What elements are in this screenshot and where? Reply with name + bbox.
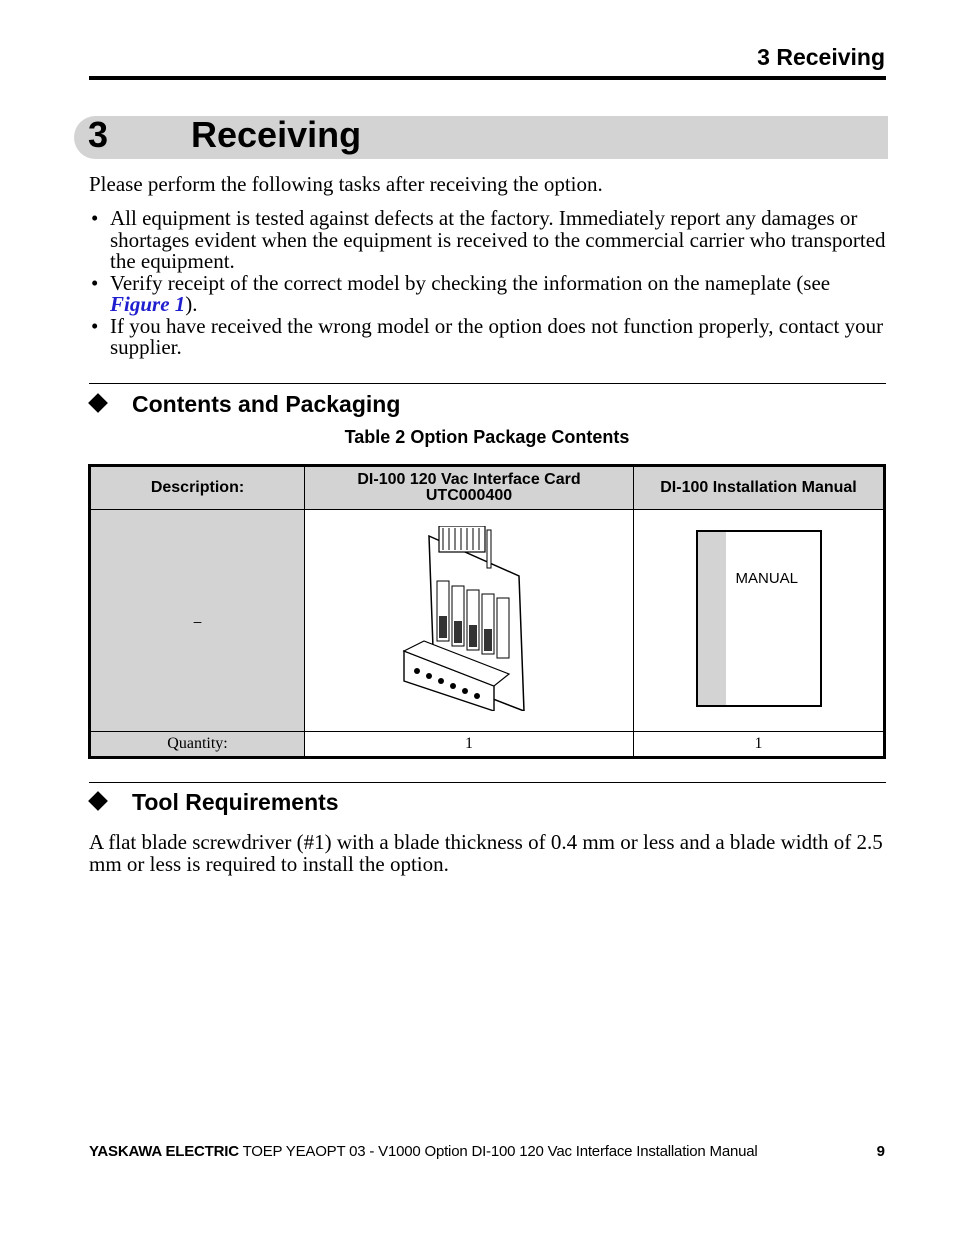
figure-1-link[interactable]: Figure 1 — [110, 292, 186, 316]
diamond-bullet-icon — [88, 393, 108, 413]
package-contents-table — [88, 464, 886, 759]
running-header: 3 Receiving — [757, 44, 885, 70]
table-header-row — [90, 466, 885, 510]
footer — [89, 1143, 758, 1160]
list-item: • Verify receipt of the correct model by checking the information on the nameplate (see Figure 1). — [91, 270, 831, 316]
section-divider — [89, 383, 886, 384]
footer-brand: YASKAWA ELECTRIC — [89, 1143, 239, 1160]
list-item: • If you have received the wrong model or the option does not function properly, contact your supplier. — [91, 313, 884, 359]
receiving-task-list — [89, 208, 889, 359]
intro-paragraph: Please perform the following tasks after receiving the option. — [89, 172, 603, 196]
section-divider — [89, 782, 886, 783]
header-rule — [89, 76, 886, 80]
header-interface-card: DI-100 120 Vac Interface Card UTC000400 — [305, 466, 634, 510]
table-row — [90, 732, 885, 758]
diamond-bullet-icon — [88, 791, 108, 811]
table-row — [90, 510, 885, 732]
installation-manual-image-cell — [634, 510, 885, 732]
manual-cover-label: MANUAL — [735, 569, 799, 587]
table-caption: Table 2 Option Package Contents — [344, 427, 630, 447]
section-title-tools: Tool Requirements — [132, 789, 339, 815]
section-title-contents: Contents and Packaging — [132, 391, 401, 417]
header-description: Description: — [90, 466, 305, 510]
chapter-number: 3 — [88, 114, 109, 155]
page-number: 9 — [876, 1143, 885, 1160]
header-installation-manual: DI-100 Installation Manual — [634, 466, 885, 510]
manual-illustration — [696, 530, 822, 707]
interface-card-illustration — [399, 526, 539, 711]
quantity-manual: 1 — [634, 732, 885, 758]
quantity-card: 1 — [305, 732, 634, 758]
chapter-title: Receiving — [191, 114, 362, 155]
description-value: – — [90, 510, 305, 732]
list-item: • All equipment is tested against defects at the factory. Immediately report any damages or shortages evident when the equipment is received to the commercial carrier who transported the equipment. — [91, 206, 886, 273]
tool-requirements-paragraph: A flat blade screwdriver (#1) with a blade thickness of 0.4 mm or less and a blade width of 2.5 mm or less is required to install the option. — [89, 830, 883, 876]
manual-spine — [698, 532, 726, 705]
quantity-label: Quantity: — [90, 732, 305, 758]
interface-card-image-cell — [305, 510, 634, 732]
footer-doc-title: TOEP YEAOPT 03 - V1000 Option DI-100 120 Vac Interface Installation Manual — [238, 1143, 758, 1160]
